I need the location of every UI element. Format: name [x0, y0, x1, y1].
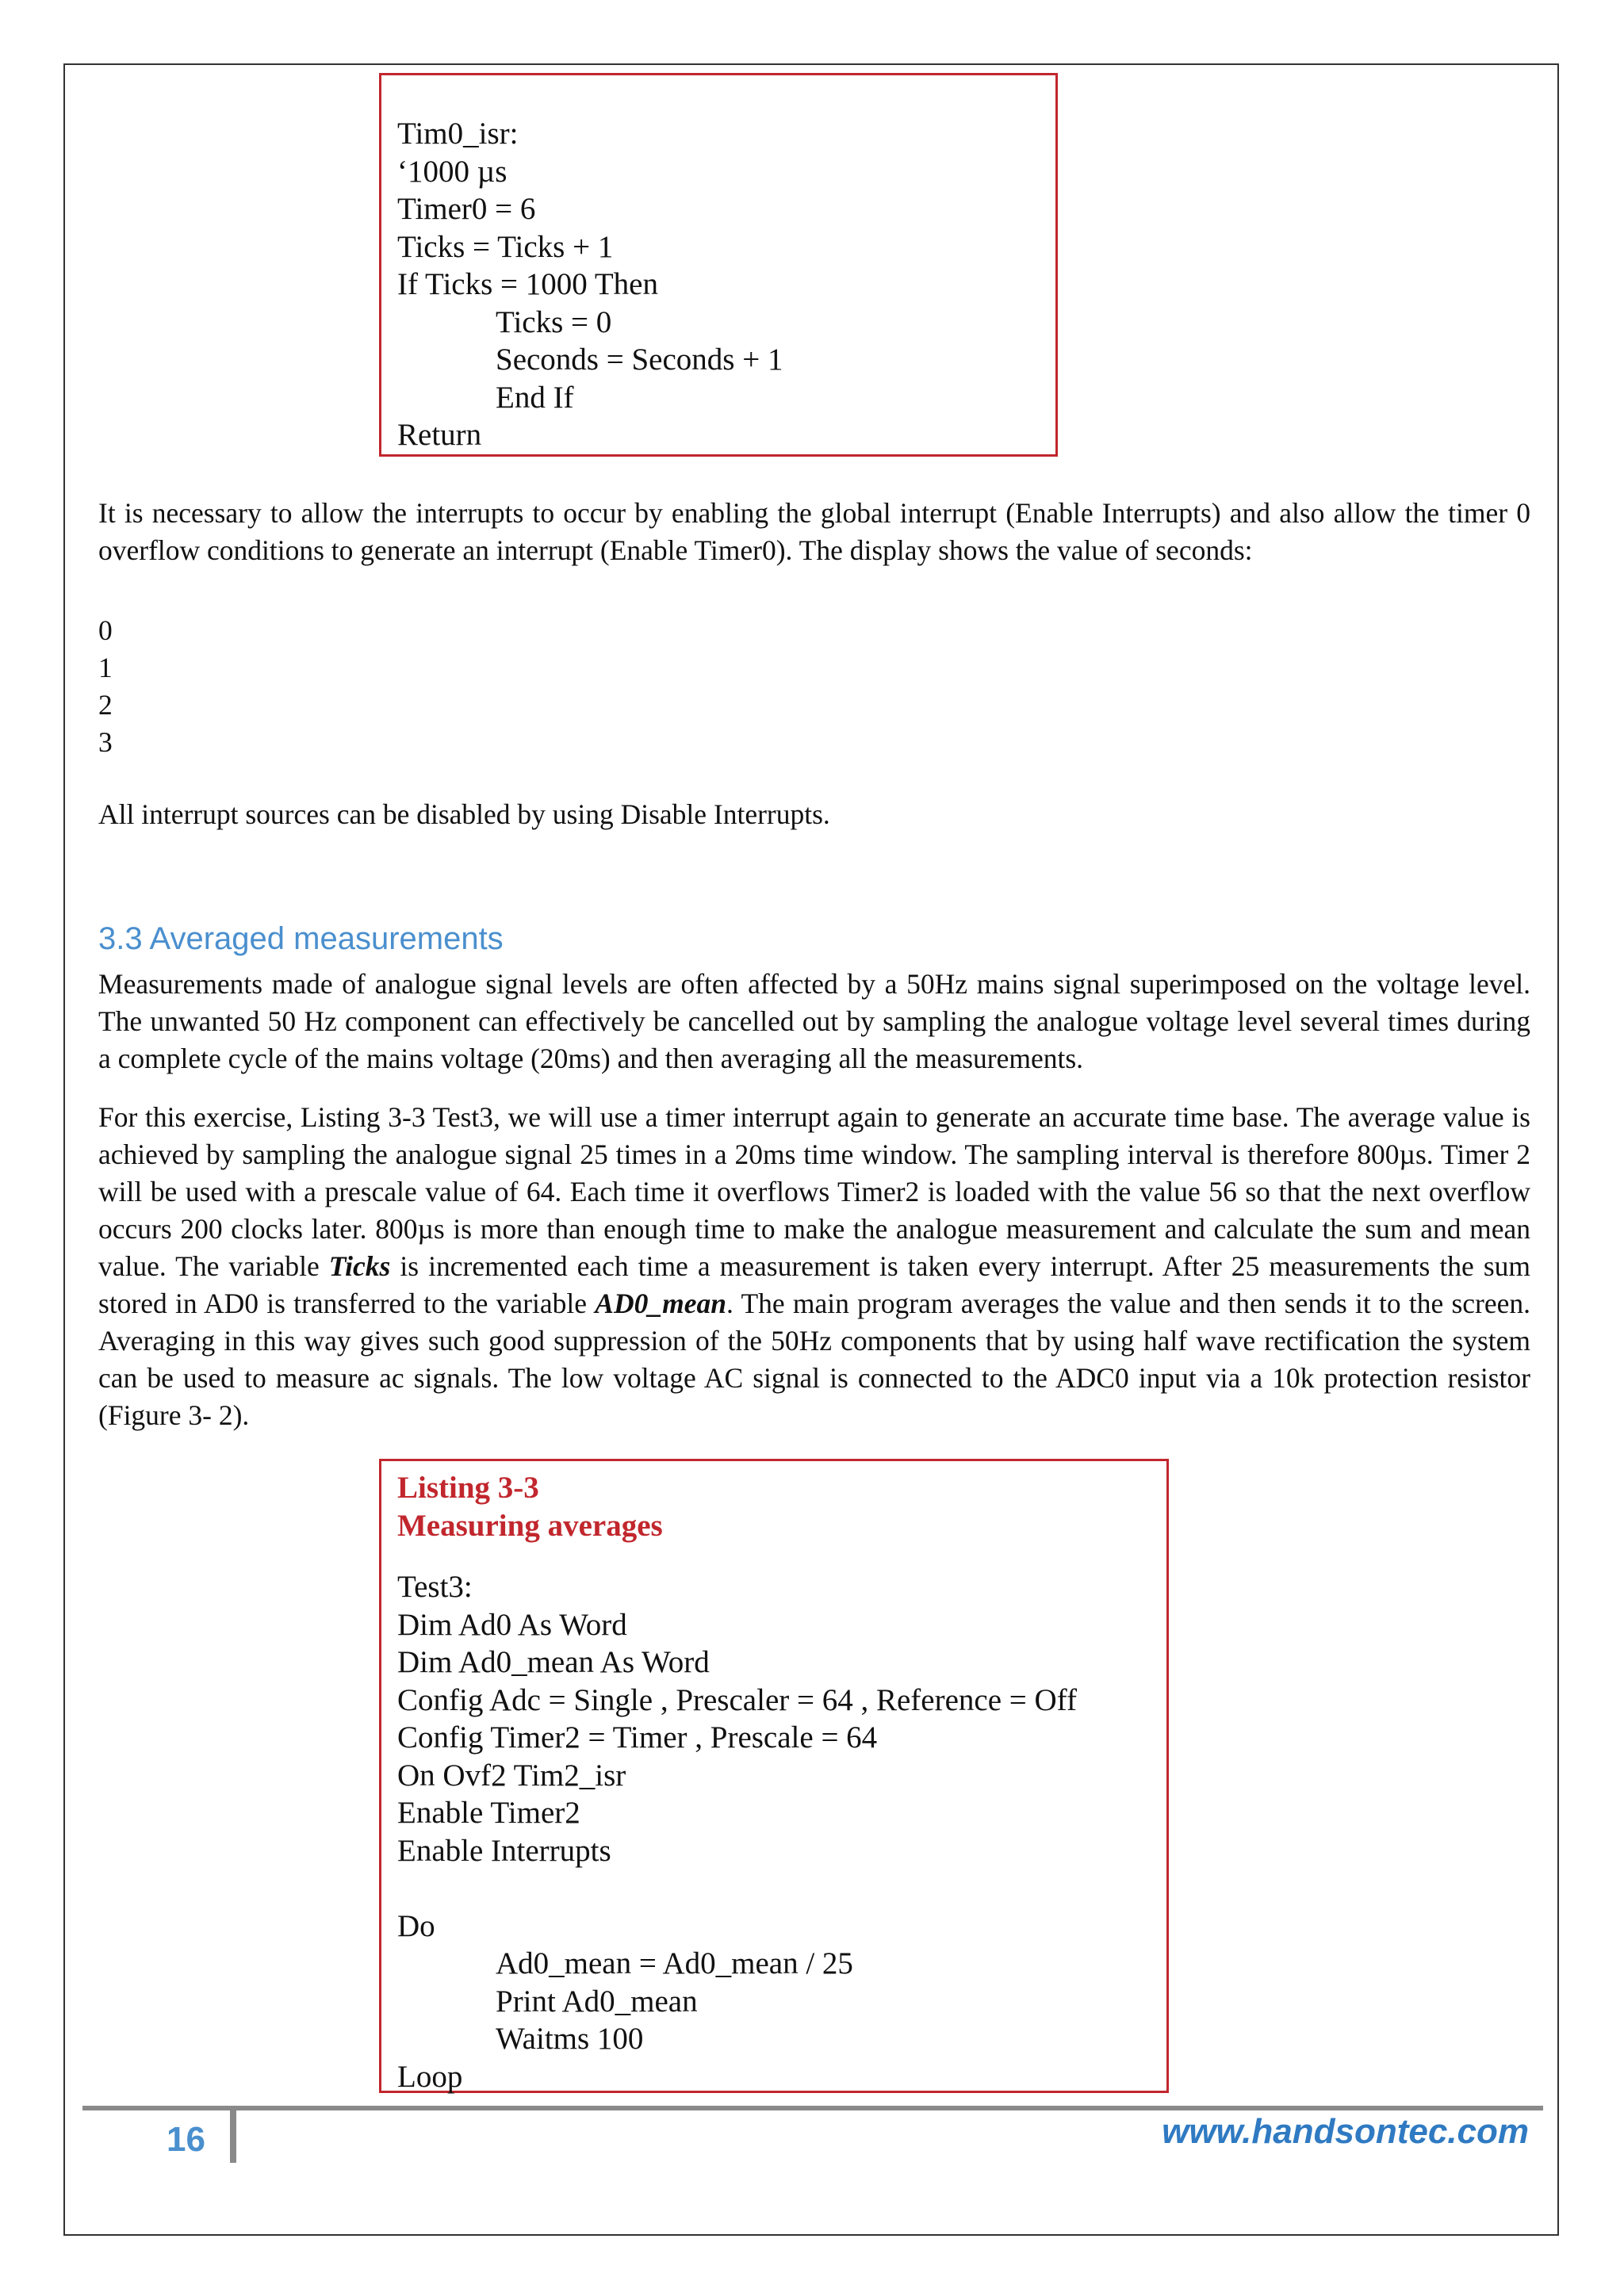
code-listing-3-3	[379, 1459, 1169, 2093]
listing-subtitle: Measuring averages	[397, 1508, 663, 1543]
listing-title: Listing 3-3	[397, 1471, 539, 1505]
paragraph-exercise: For this exercise, Listing 3-3 Test3, we will use a timer interrupt again to generate an accurate time base. The average value is achieved by sampling the analogue signal 25 times in a 20ms time window. The sampling interval is therefore 800µs. Timer 2 will be used with a prescale value of 64. Each time it overflows Timer2 is loaded with the value 56 so that the next overflow occurs 200 clocks later. 800µs is more than enough time to make the analogue measurement and calculate the sum and mean value. The variable Ticks is incremented each time a measurement is taken every interrupt. After 25 measurements the sum stored in AD0 is transferred to the variable AD0_mean. The main program averages the value and then sends it to the screen. Averaging in this way gives such good suppression of the 50Hz components that by using half wave rectification the system can be used to measure ac signals. The low voltage AC signal is connected to the ADC0 input via a 10k protection resistor (Figure 3- 2).	[98, 1101, 1530, 1431]
code-line: Dim Ad0_mean As Word	[397, 1645, 710, 1679]
seconds-output-list	[98, 612, 113, 761]
code-line: Enable Timer2	[397, 1796, 580, 1830]
section-heading: 3.3 Averaged measurements	[98, 921, 504, 956]
code-line: Config Adc = Single , Prescaler = 64 , Reference = Off	[397, 1682, 1077, 1717]
paragraph-disable-interrupts: All interrupt sources can be disabled by using Disable Interrupts.	[98, 798, 830, 830]
code-line: If Ticks = 1000 Then	[397, 267, 658, 301]
footer-url-link[interactable]: www.handsontec.com	[1162, 2112, 1529, 2151]
code-line: Tim0_isr:	[397, 117, 519, 151]
list-item: 1	[98, 652, 113, 683]
paragraph-measurements: Measurements made of analogue signal levels are often affected by a 50Hz mains signal superimposed on the voltage level. The unwanted 50 Hz component can effectively be cancelled out by sampling the analogue voltage level several times during a complete cycle of the mains voltage (20ms) and then averaging all the measurements.	[98, 968, 1530, 1074]
code-line: End If	[496, 380, 574, 415]
code-line: Ad0_mean = Ad0_mean / 25	[496, 1946, 853, 1980]
list-item: 3	[98, 726, 113, 758]
code-listing-tim0-isr	[379, 73, 1058, 457]
code-line: Print Ad0_mean	[496, 1984, 698, 2019]
code-line: Enable Interrupts	[397, 1833, 611, 1868]
footer-page-bar	[230, 2110, 236, 2163]
code-line: Timer0 = 6	[397, 192, 536, 226]
footer-divider	[82, 2106, 1543, 2110]
list-item: 0	[98, 614, 113, 646]
code-line: Dim Ad0 As Word	[397, 1607, 627, 1642]
code-line: Waitms 100	[496, 2022, 644, 2056]
code-line: ‘1000 µs	[397, 154, 508, 189]
paragraph-enable-interrupts: It is necessary to allow the interrupts to occur by enabling the global interrupt (Enable Interrupts) and also allow the timer 0 overflow conditions to generate an interrupt (Enable Timer0). The display shows the value of seconds:	[98, 497, 1530, 566]
code-line: Ticks = Ticks + 1	[397, 229, 614, 264]
variable-ticks: Ticks	[328, 1250, 391, 1282]
code-line: On Ovf2 Tim2_isr	[397, 1758, 626, 1793]
list-item: 2	[98, 689, 113, 721]
variable-ad0-mean: AD0_mean	[595, 1288, 726, 1319]
code-line: Return	[397, 418, 482, 452]
code-line: Test3:	[397, 1570, 473, 1604]
code-line: Loop	[397, 2059, 463, 2094]
page-number: 16	[167, 2120, 205, 2159]
code-line: Config Timer2 = Timer , Prescale = 64	[397, 1720, 878, 1755]
code-line: Do	[397, 1908, 435, 1943]
code-line: Ticks = 0	[496, 304, 612, 339]
code-line: Seconds = Seconds + 1	[496, 342, 783, 377]
